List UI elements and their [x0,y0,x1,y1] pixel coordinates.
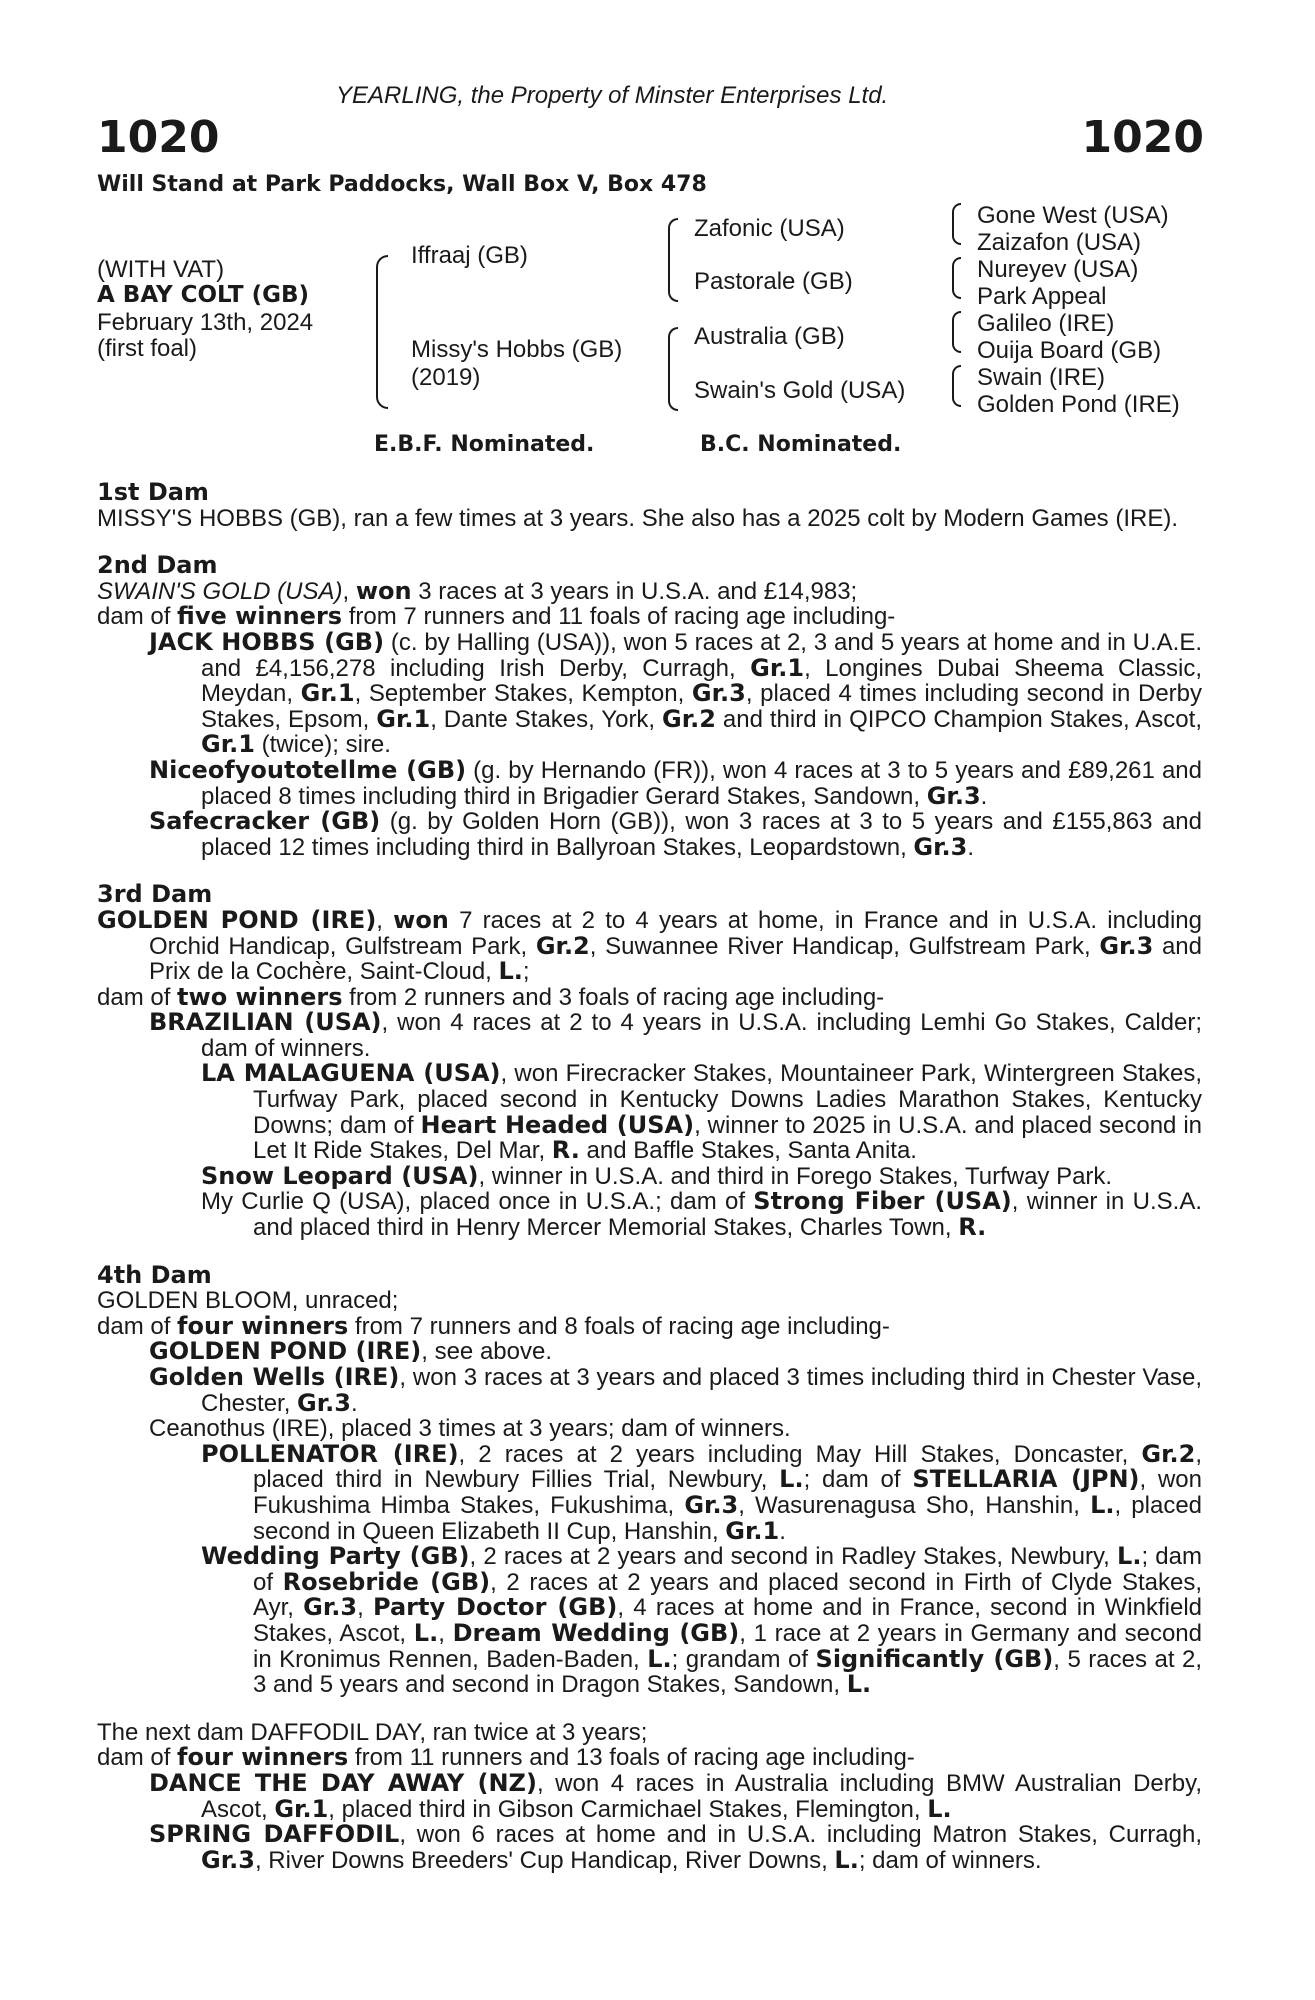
next-dam-record: The next dam DAFFODIL DAY, ran twice at 3 years; [97,1718,648,1746]
next-dam-produce: dam of four winners from 11 runners and 13 foals of racing age including- [97,1743,915,1772]
first-dam-heading: 1st Dam [97,478,209,506]
produce-entry: My Curlie Q (USA), placed once in U.S.A.; dam of Strong Fiber (USA), winner in U.S.A. and placed third in Henry Mercer Memorial Stakes, Charles Town, R. [201,1187,1202,1242]
horse-name: Safecracker (GB) [149,807,381,836]
third-dam-produce: dam of two winners from 2 runners and 3 foals of racing age including- [97,982,885,1011]
pedigree-sire-sire: Zafonic (USA) [694,215,845,242]
first-dam-text: MISSY'S HOBBS (GB), ran a few times at 3 years. She also has a 2025 colt by Modern Games (IRE). [97,504,1179,532]
lot-number-left: 1020 [97,112,220,163]
produce-entry: Wedding Party (GB), 2 races at 2 years and second in Radley Stakes, Newbury, L.; dam of Rosebride (GB), 2 races at 2 years and placed second in Firth of Clyde Stakes, Ayr, Gr.3, Party Doctor (GB), 4 races at home and in France, second in Winkfield Stakes, Ascot, L., Dream Wedding (GB), 1 race at 2 years in Germany and second in Kronimus Rennen, Baden-Baden, L.; grandam of Significantly (GB), 5 races at 2, 3 and 5 years and second in Dragon Stakes, Sandown, L. [201,1542,1203,1699]
stand-line: Will Stand at Park Paddocks, Wall Box V, Box 478 [97,172,707,197]
vat-note: (WITH VAT) [97,256,225,283]
pedigree-sire-dam: Pastorale (GB) [694,268,853,295]
produce-entry: Niceofyoutotellme (GB) (g. by Hernando (FR)), won 4 races at 3 to 5 years and £89,261 and placed 8 times including third in Brigadier Gerard Stakes, Sandown, Gr.3. [149,755,1202,810]
horse-name: JACK HOBBS (GB) [149,627,385,656]
record-text: 3 races at 3 years in U.S.A. and £14,983; [411,577,858,605]
horse-name: Golden Wells (IRE) [149,1363,400,1391]
pedigree-g5: Galileo (IRE) [977,310,1115,337]
produce-entry: Snow Leopard (USA), winner in U.S.A. and third in Forego Stakes, Turfway Park. [201,1161,1113,1190]
pedigree-g3: Nureyev (USA) [977,256,1139,283]
horse-dob: February 13th, 2024 [97,309,314,336]
produce-entry: BRAZILIAN (USA), won 4 races at 2 to 4 years in U.S.A. including Lemhi Go Stakes, Calder; dam of winners. [149,1008,1203,1062]
pedigree-bracket-g2 [952,257,961,299]
third-dam-record: GOLDEN POND (IRE), won 7 races at 2 to 4 years at home, in France and in U.S.A. including Orchid Handicap, Gulfstream Park, Gr.2, Suwannee River Handicap, Gulfstream Park, Gr.3 and Prix de la Cochère, Saint-Cloud, L.; [97,905,1202,986]
produce-entry: Golden Wells (IRE), won 3 races at 3 years and placed 3 times including third in Chester Vase, Chester, Gr.3. [149,1363,1203,1417]
pedigree-g1: Gone West (USA) [977,202,1169,229]
horse-name: BRAZILIAN (USA) [149,1008,382,1037]
pedigree-dam-sire: Australia (GB) [694,323,845,350]
pedigree-g6: Ouija Board (GB) [977,337,1162,364]
third-dam-name: GOLDEN POND (IRE) [97,905,377,934]
produce-entry: POLLENATOR (IRE), 2 races at 2 years including May Hill Stakes, Doncaster, Gr.2, placed third in Newbury Fillies Trial, Newbury, L.; dam of STELLARIA (JPN), won Fukushima Himba Stakes, Fukushima, Gr.3, Wasurenagusa Sho, Hanshin, L., placed second in Queen Elizabeth II Cup, Hanshin, Gr.1. [201,1439,1203,1545]
second-dam-record: SWAIN'S GOLD (USA), won 3 races at 3 years in U.S.A. and £14,983; [97,576,858,605]
bc-nominated: B.C. Nominated. [700,432,902,457]
pedigree-g7: Swain (IRE) [977,364,1106,391]
second-dam-heading: 2nd Dam [97,551,218,580]
produce-entry: LA MALAGUENA (USA), won Firecracker Stakes, Mountaineer Park, Wintergreen Stakes, Turfway Park, placed second in Kentucky Downs Ladies Marathon Stakes, Kentucky Downs; dam of Heart Headed (USA), winner to 2025 in U.S.A. and placed second in Let It Ride Stakes, Del Mar, R. and Baffle Stakes, Santa Anita. [201,1059,1203,1165]
second-dam-name: SWAIN'S GOLD (USA) [97,577,343,605]
pedigree-dam-year: (2019) [411,364,481,391]
fourth-dam-record: GOLDEN BLOOM, unraced; [97,1287,399,1315]
third-dam-heading: 3rd Dam [97,880,213,909]
horse-name: POLLENATOR (IRE) [201,1439,459,1468]
pedigree-bracket-sire [668,218,678,302]
lot-number-right: 1020 [1081,112,1204,163]
pedigree-dam: Missy's Hobbs (GB) [411,336,623,363]
ebf-nominated: E.B.F. Nominated. [374,432,595,457]
horse-name: Wedding Party (GB) [201,1542,470,1571]
property-line: YEARLING, the Property of Minster Enterprises Ltd. [336,82,889,109]
pedigree-bracket-g1 [952,203,961,245]
produce-entry: GOLDEN POND (IRE), see above. [149,1337,553,1366]
pedigree-bracket-main [376,255,388,409]
produce-entry: Ceanothus (IRE), placed 3 times at 3 years; dam of winners. [149,1415,791,1443]
catalogue-body [97,480,1202,1873]
pedigree-g2: Zaizafon (USA) [977,229,1142,256]
pedigree-g4: Park Appeal [977,283,1107,310]
pedigree-sire: Iffraaj (GB) [411,242,528,269]
horse-name: Niceofyoutotellme (GB) [149,755,467,784]
horse-name: LA MALAGUENA (USA) [201,1059,501,1088]
fourth-dam-heading: 4th Dam [97,1260,212,1289]
produce-entry: Safecracker (GB) (g. by Golden Horn (GB)), won 3 races at 3 to 5 years and £155,863 and placed 12 times including third in Ballyroan Stakes, Leopardstown, Gr.3. [149,807,1202,861]
pedigree-bracket-g4 [952,365,961,407]
horse-name: GOLDEN POND (IRE) [149,1337,422,1366]
horse-name: DANCE THE DAY AWAY (NZ) [149,1768,537,1797]
second-dam-produce [97,604,1202,630]
fourth-dam-produce: dam of four winners from 7 runners and 8 foals of racing age including- [97,1311,890,1340]
horse-name: Snow Leopard (USA) [201,1161,479,1190]
produce-entry: JACK HOBBS (GB) (c. by Halling (USA)), won 5 races at 2, 3 and 5 years at home and in U.A.E. and £4,156,278 including Irish Derby, Curragh, Gr.1, Longines Dubai Sheema Classic, Meydan, Gr.1, September Stakes, Kempton, Gr.3, placed 4 times including second in Derby Stakes, Epsom, Gr.1, Dante Stakes, York, Gr.2 and third in QIPCO Champion Stakes, Ascot, Gr.1 (twice); sire. [149,627,1203,759]
winners-count: five winners [177,602,343,631]
runners-text: from 7 runners and 11 foals of racing age including- [342,603,896,631]
horse-name: SPRING DAFFODIL [149,1820,400,1849]
pedigree-bracket-dam [668,327,678,411]
horse-name: A BAY COLT (GB) [97,282,310,308]
produce-entry: SPRING DAFFODIL, won 6 races at home and in U.S.A. including Matron Stakes, Curragh, Gr.3, River Downs Breeders' Cup Handicap, River Downs, L.; dam of winners. [149,1820,1202,1874]
won-label: won [355,576,412,605]
pedigree-g8: Golden Pond (IRE) [977,391,1180,418]
pedigree-dam-dam: Swain's Gold (USA) [694,377,906,404]
produce-entry: DANCE THE DAY AWAY (NZ), won 4 races in Australia including BMW Australian Derby, Ascot, Gr.1, placed third in Gibson Carmichael Stakes, Flemington, L. [149,1768,1202,1823]
dam-of-label: dam of [97,603,178,631]
pedigree-bracket-g3 [952,311,961,353]
horse-note: (first foal) [97,335,198,362]
